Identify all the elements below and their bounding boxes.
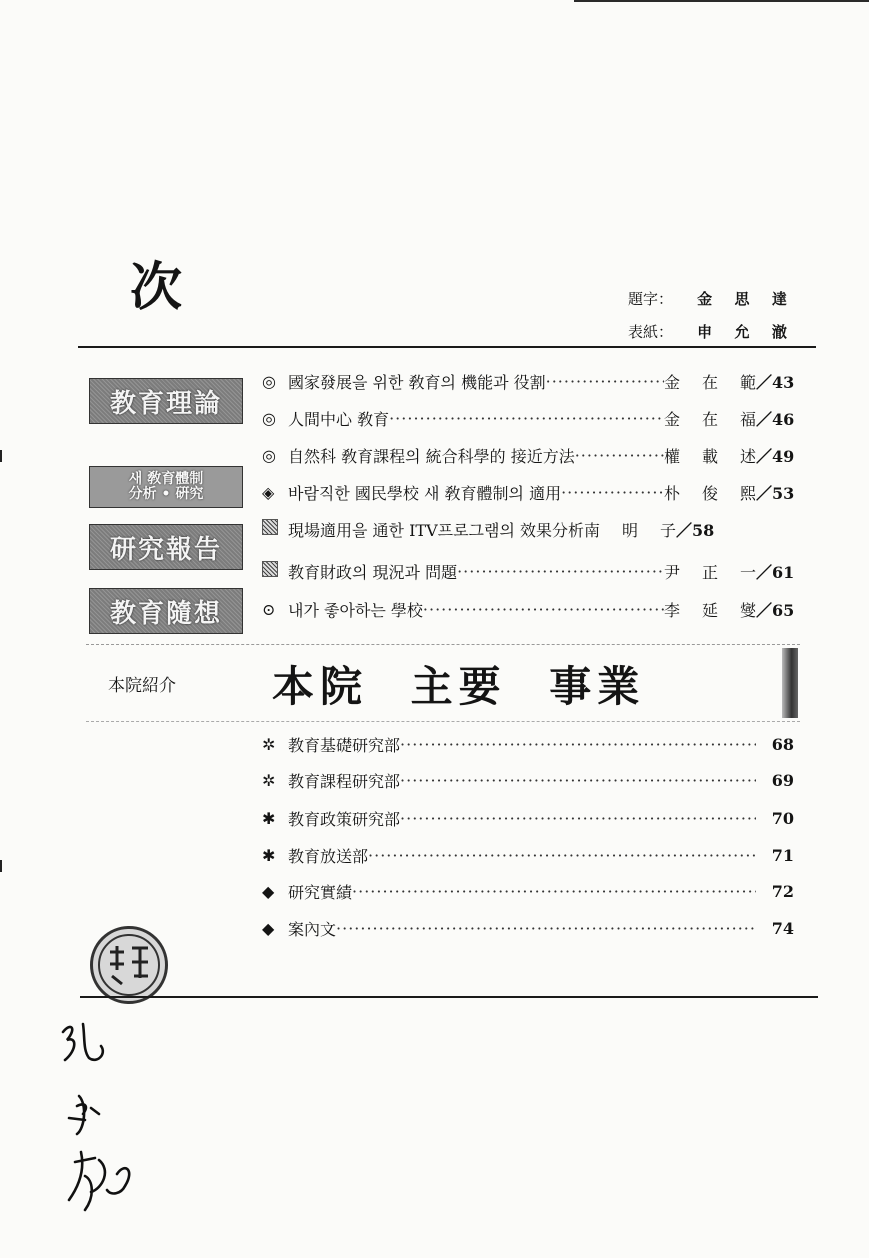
toc-entry-author — [664, 481, 756, 504]
section-label-research-report: 研究報告 — [89, 524, 243, 570]
leader-dots — [368, 846, 756, 865]
toc-entry-page: ／58 — [676, 520, 715, 540]
business-entry-page: 74 — [771, 918, 794, 938]
author-char: 熙 — [739, 483, 756, 503]
author-char: 李 — [664, 600, 681, 620]
margin-mark — [0, 860, 2, 872]
leader-dots — [389, 409, 664, 428]
author-char: 燮 — [739, 600, 756, 620]
asterisk-icon: ✱ — [262, 808, 276, 828]
author-char: 尹 — [664, 562, 681, 582]
section-label-new-system — [89, 466, 243, 508]
business-entry-title: 教育放送部 — [288, 846, 369, 866]
author-char: 一 — [739, 562, 756, 582]
header-rule — [78, 346, 816, 348]
author-char: 子 — [659, 520, 676, 540]
toc-entry-page: ／43 — [756, 372, 795, 392]
section-label-education-theory: 教育理論 — [89, 378, 243, 424]
toc-entry-author — [664, 598, 756, 621]
credit-label: 表紙： — [628, 323, 674, 341]
double-circle-icon: ◎ — [262, 408, 276, 428]
author-char: 明 — [621, 520, 638, 540]
author-char: 金 — [664, 372, 681, 392]
author-char: 正 — [701, 562, 718, 582]
business-entry[interactable] — [262, 878, 794, 904]
toc-entry[interactable] — [262, 442, 794, 468]
section-label-line: 새 敎育體制 — [128, 470, 204, 487]
toc-entry-page: ／49 — [756, 446, 795, 466]
author-char: 南 — [584, 520, 601, 540]
handwritten-signature-icon — [55, 1010, 175, 1245]
business-entry-title: 研究實績 — [288, 882, 353, 902]
diamond-icon: ◆ — [262, 881, 275, 901]
business-entry-title: 教育政策研究部 — [288, 809, 401, 829]
toc-entry-title: 내가 좋아하는 學校 — [288, 600, 423, 620]
double-circle-icon: ◎ — [262, 445, 276, 465]
author-char: 載 — [701, 446, 718, 466]
hatched-square-icon — [262, 519, 288, 539]
footer-rule — [80, 996, 818, 998]
toc-entry[interactable] — [262, 596, 794, 622]
toc-entry-title: 現場適用을 通한 ITV프로그램의 效果分析 — [288, 520, 584, 540]
stamp-seal-icon — [90, 926, 168, 1004]
calligraphy-credit — [628, 288, 798, 309]
toc-entry-title: 國家發展을 위한 敎育의 機能과 役割 — [288, 372, 546, 392]
business-entry-title: 教育基礎研究部 — [288, 735, 401, 755]
toc-entry-author — [664, 407, 756, 430]
author-char: 朴 — [664, 483, 681, 503]
toc-entry-page: ／46 — [756, 409, 795, 429]
toc-entry[interactable] — [262, 479, 794, 505]
circled-dot-icon: ⊙ — [262, 599, 276, 619]
asterisk-icon: ✱ — [262, 845, 276, 865]
credit-name-char: 澈 — [771, 323, 787, 341]
author-char: 範 — [739, 372, 756, 392]
diamond-icon: ◆ — [262, 918, 275, 938]
author-char: 在 — [701, 372, 718, 392]
leader-dots — [400, 771, 756, 790]
author-char: 述 — [739, 446, 756, 466]
leader-dots — [400, 735, 756, 754]
credit-name-char: 申 — [697, 323, 713, 341]
banner-title: 本院 主要 事業 — [272, 662, 646, 711]
business-entry-title: 案內文 — [288, 919, 337, 939]
asterisk-icon: ✲ — [262, 770, 276, 790]
banner-label: 本院紹介 — [108, 676, 176, 696]
section-label-line: 分析 • 硏究 — [128, 486, 204, 502]
credit-name-char: 金 — [697, 290, 713, 308]
toc-entry[interactable] — [262, 558, 794, 584]
seal-glyph-icon — [96, 932, 162, 998]
business-entry-page: 68 — [771, 734, 794, 754]
business-entry-page: 70 — [771, 808, 794, 828]
toc-entry-page: ／53 — [756, 483, 795, 503]
diamond-in-diamond-icon: ◈ — [262, 482, 275, 502]
toc-entry-author — [664, 444, 756, 467]
business-entry[interactable] — [262, 767, 794, 793]
author-char: 權 — [664, 446, 681, 466]
toc-entry-page: ／65 — [756, 600, 795, 620]
business-entry-page: 71 — [771, 845, 794, 865]
leader-dots — [400, 809, 756, 828]
double-circle-icon: ◎ — [262, 371, 276, 391]
page-title: 次 — [130, 257, 181, 318]
business-entry-page: 72 — [771, 881, 794, 901]
business-entry[interactable] — [262, 842, 794, 868]
leader-dots — [423, 600, 664, 619]
toc-entry-author — [584, 518, 676, 541]
business-entry[interactable] — [262, 805, 794, 831]
leader-dots — [352, 882, 756, 901]
author-char: 俊 — [701, 483, 718, 503]
toc-entry-title: 教育財政의 現況과 問題 — [288, 562, 458, 582]
toc-entry-author — [664, 370, 756, 393]
business-entry-page: 69 — [771, 770, 794, 790]
asterisk-icon: ✲ — [262, 734, 276, 754]
hatched-square-icon — [262, 561, 288, 581]
business-entry[interactable] — [262, 915, 794, 941]
business-entry[interactable] — [262, 731, 794, 757]
author-char: 在 — [701, 409, 718, 429]
top-rule — [574, 0, 869, 2]
toc-entry-title: 自然科 敎育課程의 統合科學的 接近方法 — [288, 446, 575, 466]
section-label-essays: 教育隨想 — [89, 588, 243, 634]
leader-dots — [546, 372, 664, 391]
toc-entry-title: 人間中心 敎育 — [288, 409, 390, 429]
credit-label: 題字： — [628, 290, 674, 308]
cover-credit — [628, 321, 798, 342]
author-char: 金 — [664, 409, 681, 429]
leader-dots — [336, 919, 756, 938]
author-char: 延 — [701, 600, 718, 620]
credit-name-char: 達 — [771, 290, 787, 308]
leader-dots — [575, 446, 664, 465]
leader-dots — [561, 483, 664, 502]
toc-entry-title: 바람직한 國民學校 새 敎育體制의 適用 — [288, 483, 562, 503]
credit-name-char: 允 — [734, 323, 750, 341]
author-char: 福 — [739, 409, 756, 429]
toc-entry[interactable] — [262, 516, 794, 542]
banner-edge-texture — [782, 648, 798, 718]
credit-name-char: 思 — [734, 290, 750, 308]
margin-mark — [0, 450, 2, 462]
leader-dots — [457, 562, 664, 581]
toc-entry[interactable] — [262, 405, 794, 431]
toc-entry[interactable] — [262, 368, 794, 394]
toc-entry-page: ／61 — [756, 562, 795, 582]
business-entry-title: 教育課程研究部 — [288, 771, 401, 791]
toc-entry-author — [664, 560, 756, 583]
